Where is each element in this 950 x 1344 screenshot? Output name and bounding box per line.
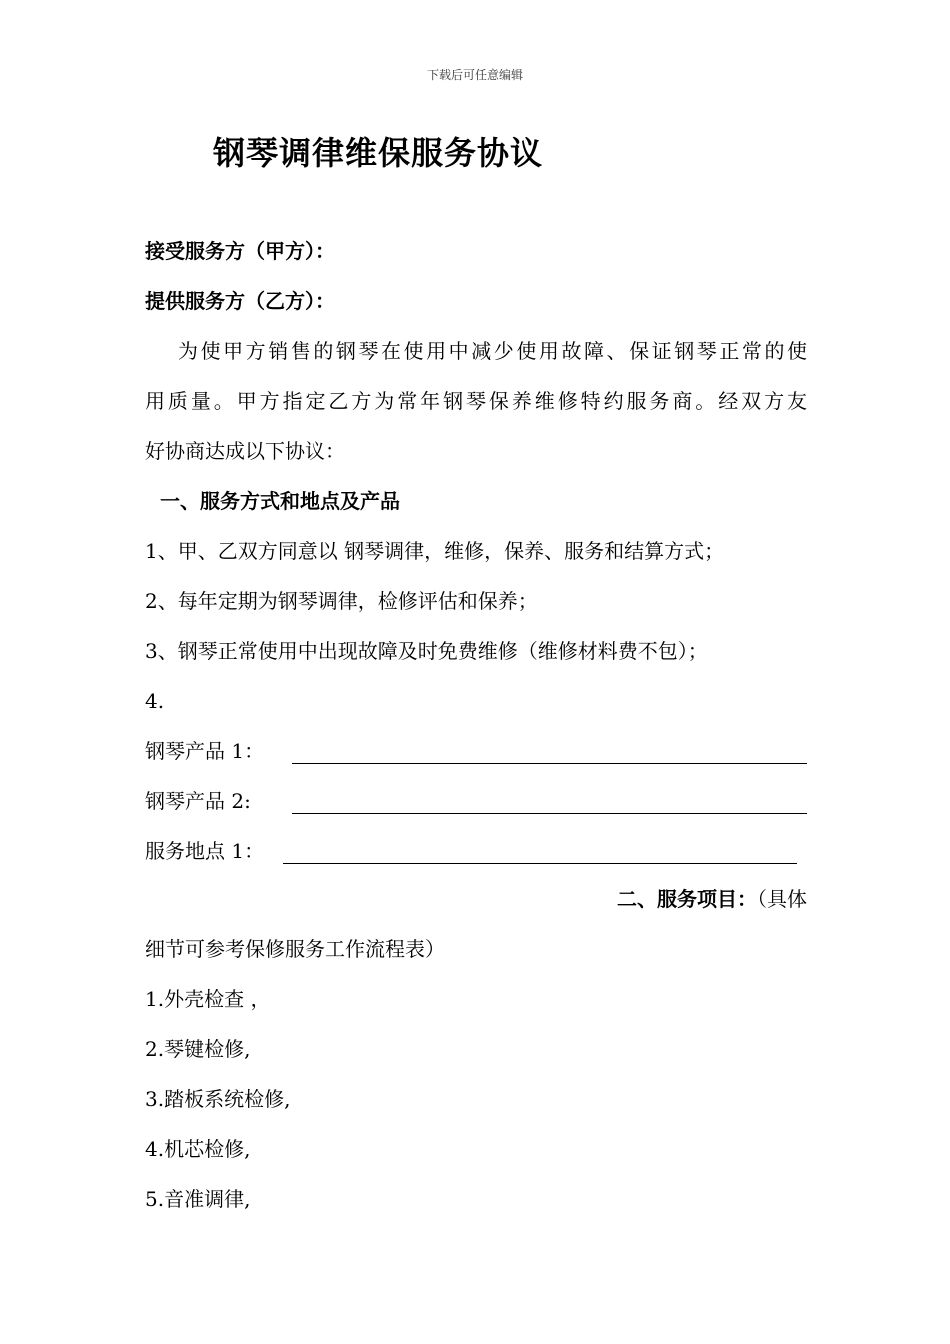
piano-product-2-label: 钢琴产品 2:	[145, 789, 251, 813]
intro-line-3: 好协商达成以下协议：	[145, 439, 345, 463]
document-title: 钢琴调律维保服务协议	[213, 134, 544, 172]
service-location-1-field	[145, 836, 807, 866]
section-1-item-3: 3、钢琴正常使用中出现故障及时免费维修（维修材料费不包）；	[145, 639, 708, 663]
section-1-heading: 一、服务方式和地点及产品	[160, 489, 400, 513]
section-2-note-cont: 细节可参考保修服务工作流程表）	[145, 937, 445, 961]
section-2-item-5: 5.音准调律,	[145, 1187, 251, 1211]
section-2-note-start: （具体	[757, 887, 807, 911]
intro-line-1: 为使甲方销售的钢琴在使用中减少使用故障、保证钢琴正常的使	[178, 339, 807, 363]
section-1-item-4: 4.	[145, 689, 165, 713]
page-header-note: 下载后可任意编辑	[426, 68, 523, 82]
section-2-item-4: 4.机芯检修,	[145, 1137, 251, 1161]
service-location-1-label: 服务地点 1：	[145, 839, 265, 863]
section-2-item-1: 1.外壳检查 ，	[145, 987, 271, 1011]
service-location-1-blank	[283, 863, 797, 864]
section-2-heading: 二、服务项目：	[617, 887, 757, 911]
intro-line-2: 用质量。甲方指定乙方为常年钢琴保养维修特约服务商。经双方友	[145, 389, 807, 413]
section-1-item-2: 2、每年定期为钢琴调律，检修评估和保养；	[145, 589, 538, 613]
section-2-item-3: 3.踏板系统检修,	[145, 1087, 291, 1111]
section-2-heading-line	[145, 884, 807, 914]
piano-product-2-field	[145, 786, 807, 816]
party-a-label: 接受服务方（甲方）：	[145, 239, 335, 263]
party-b-label: 提供服务方（乙方）：	[145, 289, 335, 313]
piano-product-2-blank	[292, 813, 807, 814]
section-2-item-2: 2.琴键检修,	[145, 1037, 251, 1061]
piano-product-1-blank	[292, 763, 807, 764]
section-1-item-1: 1、甲、乙双方同意以 钢琴调律，维修，保养、服务和结算方式；	[145, 539, 725, 563]
piano-product-1-label: 钢琴产品 1：	[145, 739, 265, 763]
piano-product-1-field	[145, 736, 807, 766]
